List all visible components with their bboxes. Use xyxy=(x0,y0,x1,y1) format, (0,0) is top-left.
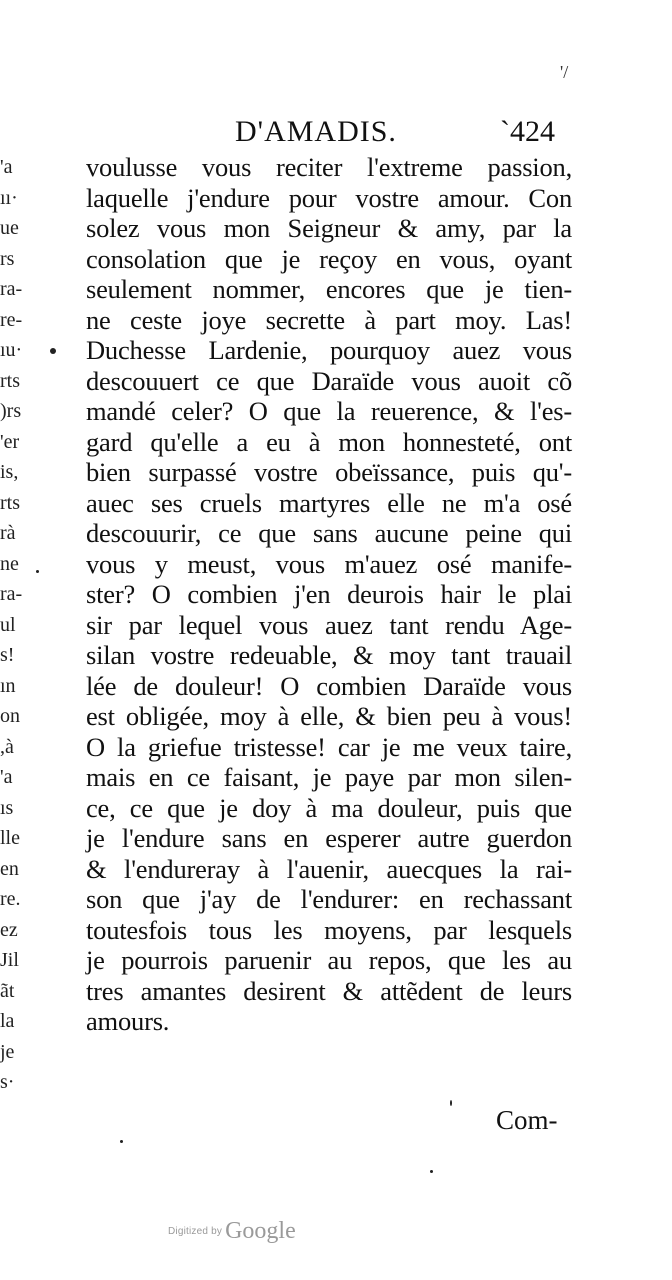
text-line: son que j'ay de l'endurer: en rechassant xyxy=(86,884,572,914)
corner-mark: '/ xyxy=(560,62,569,82)
margin-fragment: lle xyxy=(0,827,20,849)
margin-fragment: 'a xyxy=(0,156,13,178)
text-line: je l'endure sans en esperer autre guerdon xyxy=(86,823,572,853)
text-line: vous y meust, vous m'auez osé manife- xyxy=(86,548,572,579)
margin-fragment: ıu· xyxy=(0,339,23,361)
margin-fragment: en xyxy=(0,857,19,880)
text-line: auec ses cruels martyres elle ne m'a osé xyxy=(86,487,572,518)
text-line: seulement nommer, encores que je tien- xyxy=(86,274,572,304)
page-number xyxy=(500,112,555,152)
margin-fragment: ın xyxy=(0,674,16,697)
text-line: mandé celer? O que la reuerence, & l'es- xyxy=(86,396,572,426)
margin-fragment: ra- xyxy=(0,583,23,605)
text-line: amours. xyxy=(86,1006,170,1036)
margin-fragment: rts xyxy=(0,491,20,514)
margin-fragment: ue xyxy=(0,217,19,239)
margin-fragment: je xyxy=(0,1040,15,1063)
margin-fragment: s! xyxy=(0,644,15,666)
margin-fragment: Jil xyxy=(0,949,19,971)
margin-fragment: 'er xyxy=(0,430,20,453)
text-line: bien surpassé vostre obeïssance, puis qu'- xyxy=(86,457,572,487)
text-line: ce, ce que je doy à ma douleur, puis que xyxy=(86,792,572,823)
text-line: tres amantes desirent & attẽdent de leurs xyxy=(86,975,572,1006)
margin-fragment: ez xyxy=(0,918,18,941)
margin-fragment: re- xyxy=(0,308,23,331)
text-line: ster? O combien j'en deurois hair le plai xyxy=(86,579,572,609)
text-line: Duchesse Lardenie, pourquoy auez vous xyxy=(86,335,572,365)
margin-fragment: rs xyxy=(0,247,15,270)
margin-fragment: ıı· xyxy=(0,186,18,209)
margin-fragment: ,à xyxy=(0,735,14,758)
text-line: ne ceste joye secrette à part moy. Las! xyxy=(86,304,572,335)
text-line: descouurir, ce que sans aucune peine qui xyxy=(86,518,572,548)
margin-bleed-column xyxy=(0,152,30,1098)
text-line: est obligée, moy à elle, & bien peu à vous! xyxy=(86,701,572,731)
text-line: lée de douleur! O combien Daraïde vous xyxy=(86,670,572,701)
text-line: sir par lequel vous auez tant rendu Age- xyxy=(86,609,572,640)
margin-fragment: rts xyxy=(0,369,20,392)
watermark-prefix: Digitized by xyxy=(168,1226,223,1237)
running-title: D'AMADIS. xyxy=(235,115,397,148)
text-line: toutesfois tous les moyens, par lesquels xyxy=(86,914,572,945)
margin-fragment: rà xyxy=(0,522,16,544)
margin-fragment: is, xyxy=(0,461,19,483)
ink-speck xyxy=(430,1170,433,1173)
ink-speck xyxy=(450,1100,452,1106)
text-line: solez vous mon Seigneur & amy, par la xyxy=(86,213,572,243)
body-text xyxy=(86,152,572,1037)
text-line: silan vostre redeuable, & moy tant trauail xyxy=(86,640,572,670)
margin-fragment: re. xyxy=(0,888,21,910)
margin-fragment: ne xyxy=(0,552,19,575)
catchword: Com- xyxy=(496,1105,558,1135)
text-line: O la griefue tristesse! car je me veux taire, xyxy=(86,731,572,762)
margin-fragment: ul xyxy=(0,613,16,636)
ink-speck xyxy=(50,348,56,354)
margin-fragment: 'a xyxy=(0,766,13,788)
margin-fragment: ra- xyxy=(0,278,23,300)
text-line: descouuert ce que Daraïde vous auoit cõ xyxy=(86,365,572,396)
margin-fragment: ãt xyxy=(0,979,15,1002)
text-line: mais en ce faisant, je paye par mon silen- xyxy=(86,762,572,792)
text-line: je pourrois paruenir au repos, que les au xyxy=(86,945,572,975)
text-line: & l'endureray à l'auenir, auecques la rai- xyxy=(86,853,572,884)
page-number-quote: ` xyxy=(500,115,510,148)
page-number-value: 424 xyxy=(510,115,555,148)
text-line: consolation que je reçoy en vous, oyant xyxy=(86,243,572,274)
ink-speck xyxy=(120,1140,123,1143)
margin-fragment: ıs xyxy=(0,796,14,819)
margin-fragment: )rs xyxy=(0,400,22,422)
watermark-brand: Google xyxy=(225,1218,296,1244)
margin-fragment: s· xyxy=(0,1071,15,1093)
digitized-watermark xyxy=(168,1218,296,1245)
text-line: laquelle j'endure pour vostre amour. Con xyxy=(86,182,572,213)
margin-fragment: on xyxy=(0,705,20,727)
text-line: voulusse vous reciter l'extreme passion, xyxy=(86,152,572,182)
text-line: gard qu'elle a eu à mon honnesteté, ont xyxy=(86,426,572,457)
ink-speck xyxy=(36,570,39,573)
margin-fragment: la xyxy=(0,1010,15,1032)
